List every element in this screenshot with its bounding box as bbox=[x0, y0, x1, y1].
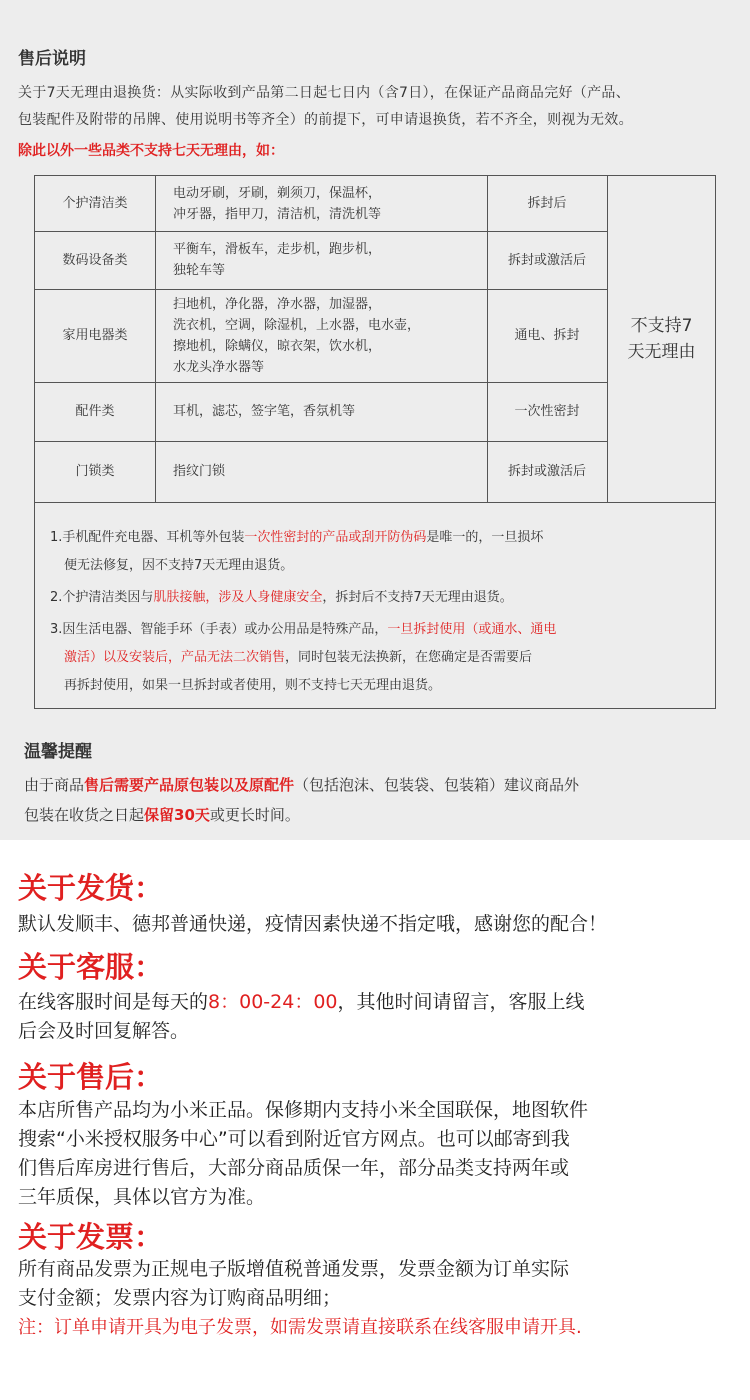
shipping-text: 默认发顺丰、德邦普通快递，疫情因素快递不指定哦，感谢您的配合！ bbox=[18, 913, 608, 935]
note-1: 1.手机配件充电器、耳机等外包装一次性密封的产品或刮开防伪码是唯一的，一旦损坏 bbox=[50, 530, 544, 545]
table-row-condition: 一次性密封 bbox=[514, 404, 580, 419]
table-row-items: 电动牙刷，牙刷，剃须刀，保温杯， 冲牙器，指甲刀，清洁机，清洗机等 bbox=[173, 185, 382, 222]
not-support-cell: 不支持7 天无理由 bbox=[627, 316, 696, 362]
table-row-items: 耳机，滤芯，签字笔，香氛机等 bbox=[173, 404, 356, 419]
aftersale-title: 关于售后： bbox=[18, 1060, 164, 1094]
table-row-items: 平衡车，滑板车，走步机，跑步机， 独轮车等 bbox=[173, 242, 382, 278]
invoice-text: 所有商品发票为正规电子版增值税普通发票，发票金额为订单实际 支付金额；发票内容为订购商品明细； 注：订单申请开具为电子发票，如需发票请直接联系在线客服申请开具. bbox=[18, 1258, 582, 1338]
table-row-category: 门锁类 bbox=[75, 464, 115, 479]
table-row-condition: 通电、拆封 bbox=[514, 328, 580, 343]
note-3: 3.因生活电器、智能手环（手表）或办公用品是特殊产品，一旦拆封使用（或通水、通电 bbox=[50, 622, 557, 637]
after-sales-title: 售后说明 bbox=[18, 49, 86, 69]
service-text: 在线客服时间是每天的8：00-24：00，其他时间请留言，客服上线 后会及时回复解答。 bbox=[18, 991, 585, 1042]
tips-text: 由于商品售后需要产品原包装以及原配件（包括泡沫、包装袋、包装箱）建议商品外 包装在收货之日起保留30天或更长时间。 bbox=[24, 776, 580, 824]
service-title: 关于客服： bbox=[18, 950, 164, 984]
table-row-items: 扫地机，净化器，净水器，加湿器， 洗衣机，空调，除湿机，上水器，电水壶， 擦地机，除螨仪，晾衣架，饮水机， 水龙头净水器等 bbox=[173, 296, 421, 375]
return-policy-intro: 关于7天无理由退换货：从实际收到产品第二日起七日内（含7日），在保证产品商品完好（产品、 包装配件及附带的吊牌、使用说明书等齐全）的前提下，可申请退换货，若不齐全，则视为无效。 bbox=[18, 85, 633, 128]
invoice-title: 关于发票： bbox=[18, 1220, 164, 1254]
table-row-condition: 拆封或激活后 bbox=[507, 252, 586, 268]
shipping-title: 关于发货： bbox=[18, 871, 164, 905]
tips-title: 温馨提醒 bbox=[24, 742, 92, 762]
notes-block: 1.手机配件充电器、耳机等外包装一次性密封的产品或刮开防伪码是唯一的，一旦损坏 便无法修复，因不支持7天无理由退货。 2.个护清洁类因与肌肤接触，涉及人身健康安全，拆封后不支持7天无理由退货。 3.因生活电器、智能手环（手表）或办公用品是特殊产品，一旦拆封使用（或通水、通电 激活）以及安装后，产品无法二次销售，同时包装无法换新，在您确定是否需要后 再拆封使用，如果一旦拆封或者使用，则不支持七天无理由退货。 bbox=[50, 524, 690, 700]
table-row-category: 个护清洁类 bbox=[62, 196, 128, 211]
table-row-items: 指纹门锁 bbox=[173, 464, 226, 479]
table-row-condition: 拆封或激活后 bbox=[507, 464, 586, 479]
aftersale-text: 本店所售产品均为小米正品。保修期内支持小米全国联保，地图软件 搜索“小米授权服务中心”可以看到附近官方网点。也可以邮寄到我 们售后库房进行售后，大部分商品质保一年，部分品类支持两年或 三年质保，具体以官方为准。 bbox=[18, 1099, 589, 1208]
table-row-category: 数码设备类 bbox=[62, 252, 128, 268]
note-2: 2.个护清洁类因与肌肤接触，涉及人身健康安全，拆封后不支持7天无理由退货。 bbox=[50, 590, 513, 605]
table-row-category: 配件类 bbox=[75, 404, 115, 419]
exception-note: 除此以外一些品类不支持七天无理由，如： bbox=[18, 143, 284, 159]
table-row-category: 家用电器类 bbox=[62, 328, 128, 343]
table-row-condition: 拆封后 bbox=[527, 196, 567, 211]
